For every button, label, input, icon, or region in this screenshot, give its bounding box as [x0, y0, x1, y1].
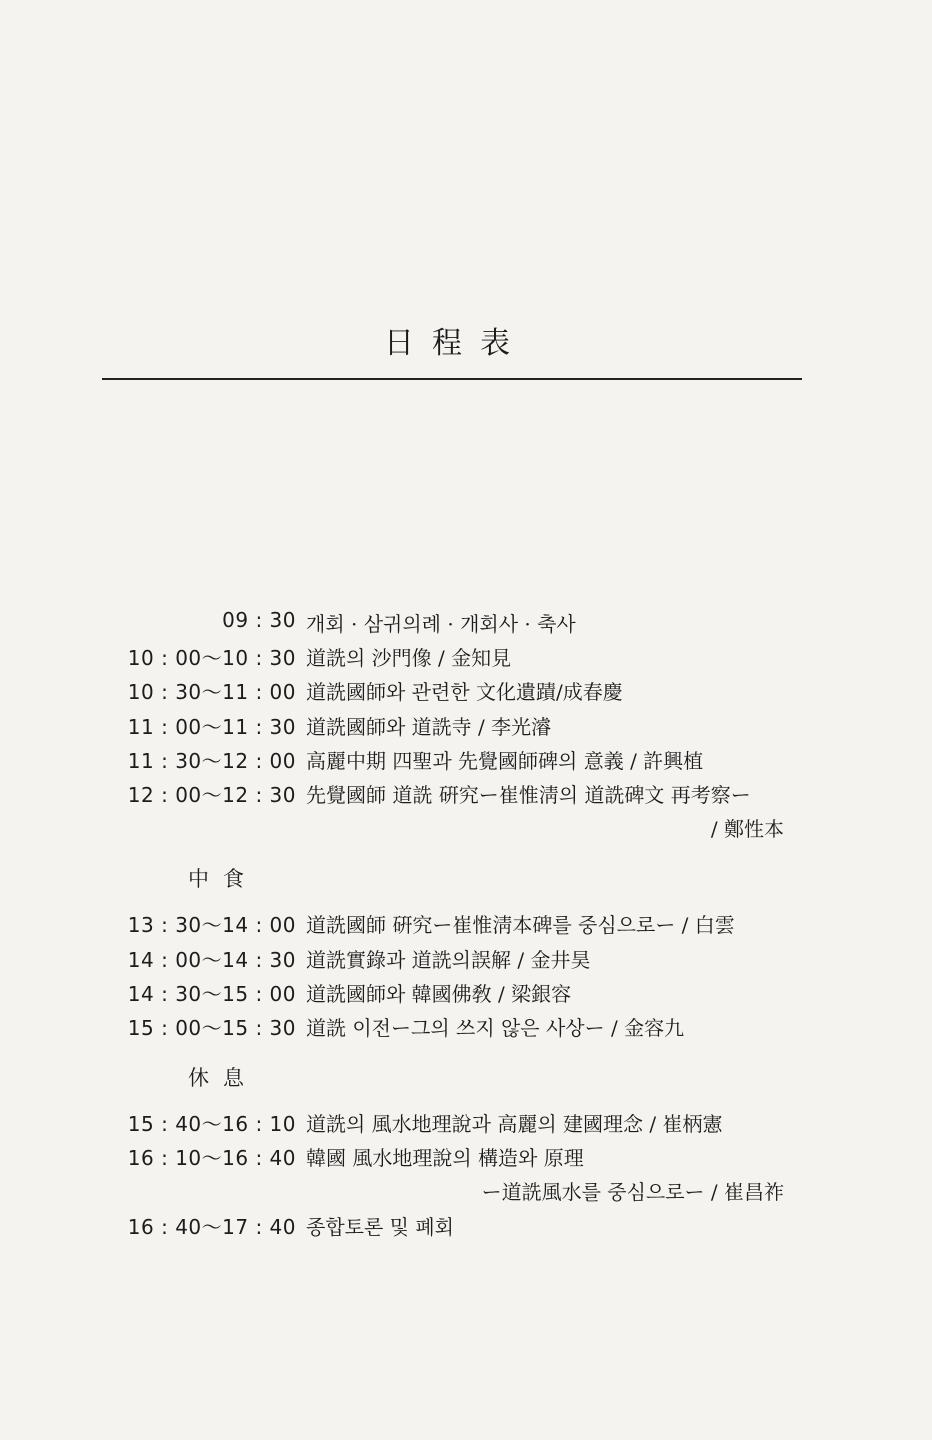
session-title: 종합토론 및 폐회	[306, 1214, 454, 1239]
session-title: 道詵의 風水地理說과 高麗의 建國理念 / 崔柄憲	[306, 1112, 723, 1137]
session-time: 10 : 30～11 : 00	[127, 680, 296, 705]
schedule-row	[0, 1211, 932, 1245]
session-time: 13 : 30～14 : 00	[127, 913, 296, 938]
schedule-row	[0, 608, 932, 642]
schedule-row-continuation	[0, 1176, 932, 1210]
rest-break-row	[0, 1046, 932, 1098]
schedule-list	[0, 608, 932, 1245]
schedule-row	[0, 676, 932, 710]
session-title: 高麗中期 四聖과 先覺國師碑의 意義 / 許興植	[306, 748, 704, 773]
session-title: 道詵 이전ー그의 쓰지 않은 사상ー / 金容九	[306, 1015, 685, 1040]
session-title: 道詵國師와 道詵寺 / 李光濬	[306, 714, 552, 739]
session-time: 09 : 30	[222, 608, 296, 632]
schedule-row	[0, 642, 932, 676]
session-time: 14 : 00～14 : 30	[127, 947, 296, 972]
session-time: 16 : 40～17 : 40	[127, 1214, 296, 1239]
schedule-row	[0, 1142, 932, 1176]
schedule-row	[0, 779, 932, 813]
session-presenter: / 鄭性本	[710, 817, 784, 842]
session-time: 15 : 40～16 : 10	[127, 1112, 296, 1137]
session-title: 道詵國師와 관련한 文化遺蹟/成春慶	[306, 680, 623, 705]
session-title: 개회 · 삼귀의례 · 개회사 · 축사	[306, 612, 576, 636]
schedule-row	[0, 745, 932, 779]
session-title: 道詵國師 硏究ー崔惟淸本碑를 중심으로ー / 白雲	[306, 913, 735, 938]
session-time: 11 : 00～11 : 30	[127, 714, 296, 739]
break-label: 休息	[188, 1066, 258, 1091]
schedule-row	[0, 944, 932, 978]
session-time: 16 : 10～16 : 40	[127, 1146, 296, 1171]
session-time: 10 : 00～10 : 30	[127, 646, 296, 671]
session-title: 先覺國師 道詵 硏究ー崔惟淸의 道詵碑文 再考察ー	[306, 782, 751, 807]
schedule-row	[0, 978, 932, 1012]
schedule-row	[0, 909, 932, 943]
schedule-row	[0, 1108, 932, 1142]
schedule-row-continuation	[0, 813, 932, 847]
session-title: 韓國 風水地理說의 構造와 原理	[306, 1146, 584, 1171]
title-divider	[102, 378, 802, 380]
session-time: 12 : 00～12 : 30	[127, 782, 296, 807]
lunch-label: 中食	[188, 867, 258, 892]
schedule-row	[0, 1012, 932, 1046]
session-presenter: ー道詵風水를 중심으로ー / 崔昌祚	[481, 1180, 784, 1205]
session-title: 道詵國師와 韓國佛敎 / 梁銀容	[306, 981, 572, 1006]
session-time: 15 : 00～15 : 30	[127, 1015, 296, 1040]
session-time: 14 : 30～15 : 00	[127, 981, 296, 1006]
session-time: 11 : 30～12 : 00	[127, 748, 296, 773]
session-title: 道詵의 沙門像 / 金知見	[306, 646, 512, 671]
session-title: 道詵實錄과 道詵의誤解 / 金井昊	[306, 947, 591, 972]
page-title: 日程表	[384, 326, 528, 361]
schedule-row	[0, 711, 932, 745]
lunch-break-row	[0, 847, 932, 899]
